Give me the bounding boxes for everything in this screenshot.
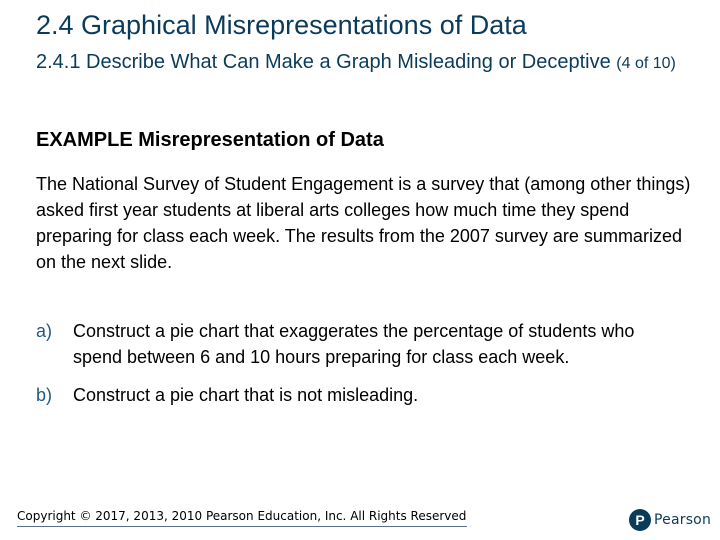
body-paragraph: The National Survey of Student Engagement is a survey that (among other things) asked first year students at liberal arts colleges how much time they spend preparing for class each week. The results from the 2007 survey are summarized on the next slide. [36,174,691,272]
subtitle-text: 2.4.1 Describe What Can Make a Graph Misleading or Deceptive [36,51,611,73]
footer-divider [17,526,467,527]
task-marker-b: b) [36,385,53,405]
example-heading: EXAMPLE Misrepresentation of Data [36,129,384,151]
subtitle-progress: (4 of 10) [616,55,676,72]
pearson-logo-letter: P [635,512,645,528]
task-text-b: Construct a pie chart that is not misleading. [73,385,419,405]
pearson-logo-text: Pearson [654,512,712,528]
pearson-logo-icon [629,509,651,531]
task-marker-a: a) [36,321,53,341]
task-item-a [36,318,676,370]
footer-copyright: Copyright © 2017, 2013, 2010 Pearson Education, Inc. All Rights Reserved [17,509,467,523]
task-list [36,318,676,420]
pearson-logo [629,509,711,531]
task-text-a: Construct a pie chart that exaggerates the percentage of students who spend between 6 and 10 hours preparing for class each week. [73,321,635,367]
task-item-b [36,382,676,408]
slide-subtitle [36,49,676,77]
slide-title: 2.4 Graphical Misrepresentations of Data [36,10,527,40]
